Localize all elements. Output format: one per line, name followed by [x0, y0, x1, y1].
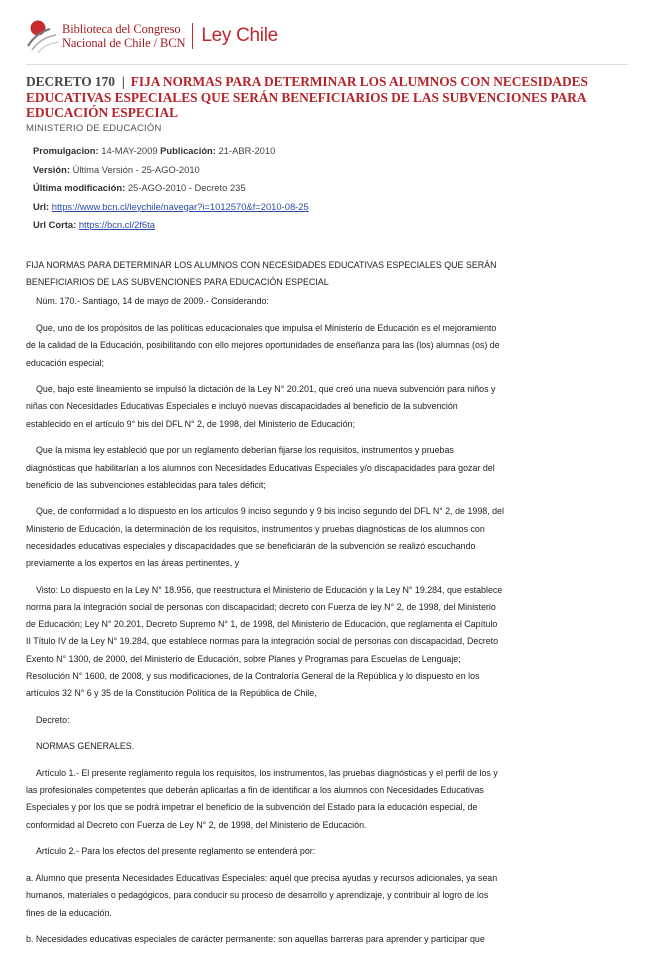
promulgation-row	[33, 145, 309, 164]
short-url-label: Url Corta:	[33, 219, 77, 230]
paragraph: Decreto:	[36, 714, 70, 725]
version-label: Versión:	[33, 163, 70, 175]
paragraph: NORMAS GENERALES.	[36, 741, 135, 752]
paragraph: Que, uno de los propósitos de las políticas educacionales que impulsa el Ministerio de Educación es el mejoramiento de la calidad de la Educación, posibilitando con ello mejores oportunidades de enseñanza para las (los) alumnas (os) de educación especial;	[26, 323, 500, 368]
publication-label: Publicación:	[160, 145, 216, 156]
metadata-panel	[33, 145, 309, 238]
bcn-logo-icon[interactable]	[26, 16, 60, 56]
modification-value: 25-AGO-2010 - Decreto 235	[127, 182, 246, 193]
paragraph: Que la misma ley estableció que por un reglamento deberían fijarse los requisitos, instrumentos y pruebas diagnósticas que habilitarían a los alumnos con Necesidades Educativas Especiales y/o discapacidades para gozar del beneficio de las subvenciones establecidas para tales déficit;	[26, 445, 495, 490]
decree-title-text: FIJA NORMAS PARA DETERMINAR LOS ALUMNOS CON NECESIDADES EDUCATIVAS ESPECIALES QUE SERÁN BENEFICIARIOS DE LAS SUBVENCIONES PARA EDUCACIÓN ESPECIAL	[26, 74, 588, 120]
body-heading: FIJA NORMAS PARA DETERMINAR LOS ALUMNOS CON NECESIDADES EDUCATIVAS ESPECIALES QUE SERÁN BENEFICIARIOS DE LAS SUBVENCIONES PARA EDUCACIÓN ESPECIAL	[26, 260, 497, 288]
promulgation-date: 14-MAY-2009	[101, 145, 158, 156]
logo-divider	[192, 23, 193, 49]
ley-chile-brand[interactable]: Ley Chile	[201, 25, 278, 46]
title-separator: |	[121, 74, 125, 89]
org-line-1: Biblioteca del Congreso	[62, 22, 181, 36]
article-2: Artículo 2.- Para los efectos del presente reglamento se entenderá por:	[36, 846, 316, 857]
document-title	[26, 74, 626, 121]
url-row	[33, 201, 309, 220]
paragraph: Núm. 170.- Santiago, 14 de mayo de 2009.- Considerando:	[36, 296, 269, 307]
definition-a: a. Alumno que presenta Necesidades Educativas Especiales: aquél que precisa ayudas y recursos adicionales, ya sean humanos, materiales o pedagógicos, para conducir su proceso de desarrollo y aprendizaje, y contribuir al logro de los fines de la educación.	[26, 873, 498, 918]
definition-b: b. Necesidades educativas especiales de carácter permanente: son aquellas barreras para aprender y participar que	[26, 934, 485, 945]
publication-date: 21-ABR-2010	[218, 145, 276, 156]
org-line-2: Nacional de Chile / BCN	[62, 36, 186, 50]
article-1: Artículo 1.- El presente reglamento regula los requisitos, los instrumentos, las pruebas diagnósticas y el perfil de los y las profesionales competentes que deberán aplicarlas a fin de identificar a los alumnos con Necesidades Educativas Especiales y por los que se podrá impetrar el beneficio de la subvención del Estado para la educación especial, de conformidad al Decreto con Fuerza de Ley N° 2, de 1998, del Ministerio de Educación.	[26, 768, 498, 830]
decree-body	[26, 257, 504, 958]
header-divider	[26, 64, 628, 65]
paragraph: Visto: Lo dispuesto en la Ley N° 18.956, que reestructura el Ministerio de Educación y la Ley N° 19.284, que establece norma para la integración social de personas con discapacidad; decreto con Fuerza de ley N° 2, de 1998, del Ministerio de Educación; Ley N° 20.201, Decreto Supremo N° 1, de 1998, del Ministerio de Educación, que reglamenta el Capítulo II Título IV de la Ley N° 19.284, que establece normas para la integración social de personas con discapacidad, Decreto Exento N° 1300, de 2000, del Ministerio de Educación, sobre Planes y Programas para Escuelas de Lenguaje; Resolución N° 1600, de 2008, y sus modificaciones, de la Contraloría General de la República y lo dispuesto en los artículos 32 N° 6 y 35 de la Constitución Política de la República de Chile,	[26, 584, 503, 698]
promulgation-label: Promulgacion:	[33, 145, 99, 156]
url-label: Url:	[33, 200, 50, 212]
ministry-name: MINISTERIO DE EDUCACIÓN	[26, 122, 162, 134]
version-value: Última Versión - 25-AGO-2010	[72, 163, 200, 175]
decree-number: DECRETO 170	[26, 74, 115, 89]
paragraph: Que, bajo este lineamiento se impulsó la dictación de la Ley N° 20.201, que creó una nueva subvención para niños y niñas con Necesidades Educativas Especiales e incluyó nuevas discapacidades al beneficio de la subvención establecido en el artículo 9° bis del DFL N° 2, de 1998, del Ministerio de Educación;	[26, 384, 496, 429]
modification-label: Última modificación:	[33, 182, 126, 193]
url-link[interactable]: https://www.bcn.cl/leychile/navegar?i=1012570&f=2010-08-25	[51, 200, 309, 212]
paragraph: Que, de conformidad a lo dispuesto en los artículos 9 inciso segundo y 9 bis inciso segundo del DFL N° 2, de 1998, del Ministerio de Educación, la determinación de los requisitos, instrumentos y pruebas diagnósticas de los alumnos con necesidades educativas especiales y discapacidades que se beneficiarán de la subvención se realizó escuchando previamente a los expertos en las áreas pertinentes, y	[26, 506, 504, 569]
short-url-row	[33, 219, 309, 238]
short-url-link[interactable]: https://bcn.cl/2f6ta	[78, 219, 155, 230]
org-name[interactable]	[62, 22, 185, 50]
modification-row	[33, 182, 309, 201]
version-row	[33, 164, 309, 183]
site-header	[26, 12, 278, 60]
title-block	[26, 74, 626, 134]
